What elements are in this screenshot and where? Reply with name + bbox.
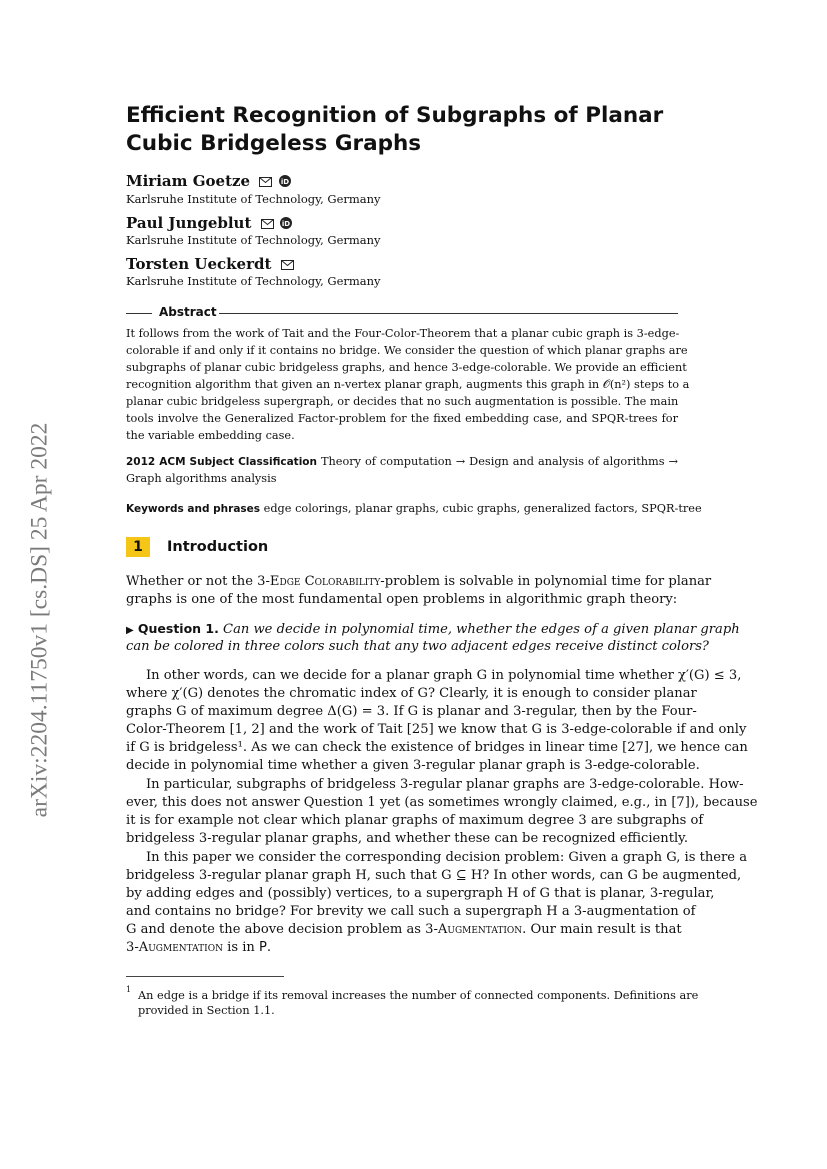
section-number-badge: 1 (126, 537, 150, 557)
para2-line: where χ′(G) denotes the chromatic index of G? Clearly, it is enough to consider planar (126, 686, 697, 701)
acm-label: 2012 ACM Subject Classification (126, 456, 317, 468)
author-1 (126, 172, 291, 190)
para2-line: Color-Theorem [1, 2] and the work of Tait [25] we know that G is 3-edge-colorable if and only (126, 722, 747, 737)
author-2-affiliation: Karlsruhe Institute of Technology, Germany (126, 233, 381, 247)
abstract-line: the variable embedding case. (126, 429, 295, 442)
abstract-rule-right (219, 313, 678, 314)
footnote-line-1: An edge is a bridge if its removal increases the number of connected components. Definitions are (138, 989, 699, 1002)
email-icon[interactable] (281, 260, 294, 270)
footnote-rule (126, 976, 284, 977)
para4-line: bridgeless 3-regular planar graph H, such that G ⊆ H? In other words, can G be augmented, (126, 868, 742, 883)
para4-line: G and denote the above decision problem as 3-Augmentation. Our main result is that (126, 922, 682, 937)
email-icon[interactable] (261, 219, 274, 229)
footnote-mark: 1 (126, 985, 132, 994)
para3-line: it is for example not clear which planar graphs of maximum degree 3 are subgraphs of (126, 813, 704, 828)
para3-line: bridgeless 3-regular planar graphs, and whether these can be recognized efficiently. (126, 831, 688, 846)
para2-line: graphs G of maximum degree Δ(G) = 3. If G is planar and 3-regular, then by the Four- (126, 704, 697, 719)
para4-line: 3-Augmentation is in P. (126, 940, 272, 955)
paper-title (126, 102, 678, 158)
abstract-line: It follows from the work of Tait and the Four-Color-Theorem that a planar cubic graph is 3-edge- (126, 327, 680, 340)
orcid-icon[interactable] (279, 175, 291, 187)
question-line-2: can be colored in three colors such that any two adjacent edges receive distinct colors? (126, 639, 709, 654)
author-2 (126, 214, 292, 232)
abstract-line: planar cubic bridgeless supergraph, or decides that no such augmentation is possible. The main (126, 395, 679, 408)
para4-line: by adding edges and (possibly) vertices, to a supergraph H of G that is planar, 3-regular, (126, 886, 715, 901)
para4-line: In this paper we consider the corresponding decision problem: Given a graph G, is there a (146, 850, 748, 865)
keywords (126, 500, 702, 518)
intro-line: Whether or not the 3-Edge Colorability-problem is solvable in polynomial time for planar (126, 574, 712, 589)
abstract-line: tools involve the Generalized Factor-problem for the fixed embedding case, and SPQR-trees for (126, 412, 678, 425)
email-icon[interactable] (259, 177, 272, 187)
intro-line: graphs is one of the most fundamental open problems in algorithmic graph theory: (126, 592, 678, 607)
svg-text:iD: iD (280, 178, 289, 186)
para4-line: and contains no bridge? For brevity we call such a supergraph H a 3-augmentation of (126, 904, 696, 919)
author-3 (126, 255, 294, 273)
author-1-name: Miriam Goetze (126, 172, 251, 190)
para2-line: decide in polynomial time whether a given 3-regular planar graph is 3-edge-colorable. (126, 758, 700, 773)
keywords-text: edge colorings, planar graphs, cubic graphs, generalized factors, SPQR-tree (263, 502, 702, 515)
acm-line-1 (126, 453, 678, 471)
abstract-line: subgraphs of planar cubic bridgeless graphs, and hence 3-edge-colorable. We provide an efficient (126, 361, 687, 374)
title-line-2: Cubic Bridgeless Graphs (126, 131, 422, 156)
abstract-line: recognition algorithm that given an n-vertex planar graph, augments this graph in 𝒪(n²) steps to a (126, 378, 690, 391)
para2-line: In other words, can we decide for a planar graph G in polynomial time whether χ′(G) ≤ 3, (146, 668, 742, 683)
arxiv-stamp-text: arXiv:2204.11750v1 [cs.DS] 25 Apr 2022 (26, 422, 53, 818)
author-3-affiliation: Karlsruhe Institute of Technology, Germany (126, 274, 381, 288)
abstract-rule-left (126, 313, 152, 314)
abstract-line: colorable if and only if it contains no bridge. We consider the question of which planar graphs are (126, 344, 688, 357)
question-line-1: ▶ Question 1. Can we decide in polynomial time, whether the edges of a given planar graph (126, 621, 740, 637)
para3-line: In particular, subgraphs of bridgeless 3-regular planar graphs are 3-edge-colorable. How- (146, 777, 744, 792)
keywords-label: Keywords and phrases (126, 503, 261, 515)
author-1-affiliation: Karlsruhe Institute of Technology, Germany (126, 192, 381, 206)
abstract-label: Abstract (159, 305, 217, 319)
para2-line: if G is bridgeless¹. As we can check the existence of bridges in linear time [27], we hence can (126, 740, 748, 755)
question-label: Question 1. (137, 621, 219, 636)
author-2-name: Paul Jungeblut (126, 214, 252, 232)
question-text-1: Can we decide in polynomial time, whether the edges of a given planar graph (223, 622, 740, 637)
acm-line-2: Graph algorithms analysis (126, 472, 277, 485)
arxiv-identifier-stamp (20, 340, 60, 900)
svg-text:iD: iD (281, 220, 290, 228)
abstract-heading (126, 305, 678, 321)
para3-line: ever, this does not answer Question 1 yet (as sometimes wrongly claimed, e.g., in [7]), because (126, 795, 758, 810)
orcid-icon[interactable] (280, 217, 292, 229)
footnote-line-2: provided in Section 1.1. (138, 1004, 275, 1017)
acm-text-1: Theory of computation → Design and analysis of algorithms → (320, 455, 678, 468)
author-3-name: Torsten Ueckerdt (126, 255, 272, 273)
title-line-1: Efficient Recognition of Subgraphs of Planar (126, 103, 664, 128)
section-title: Introduction (167, 539, 269, 555)
